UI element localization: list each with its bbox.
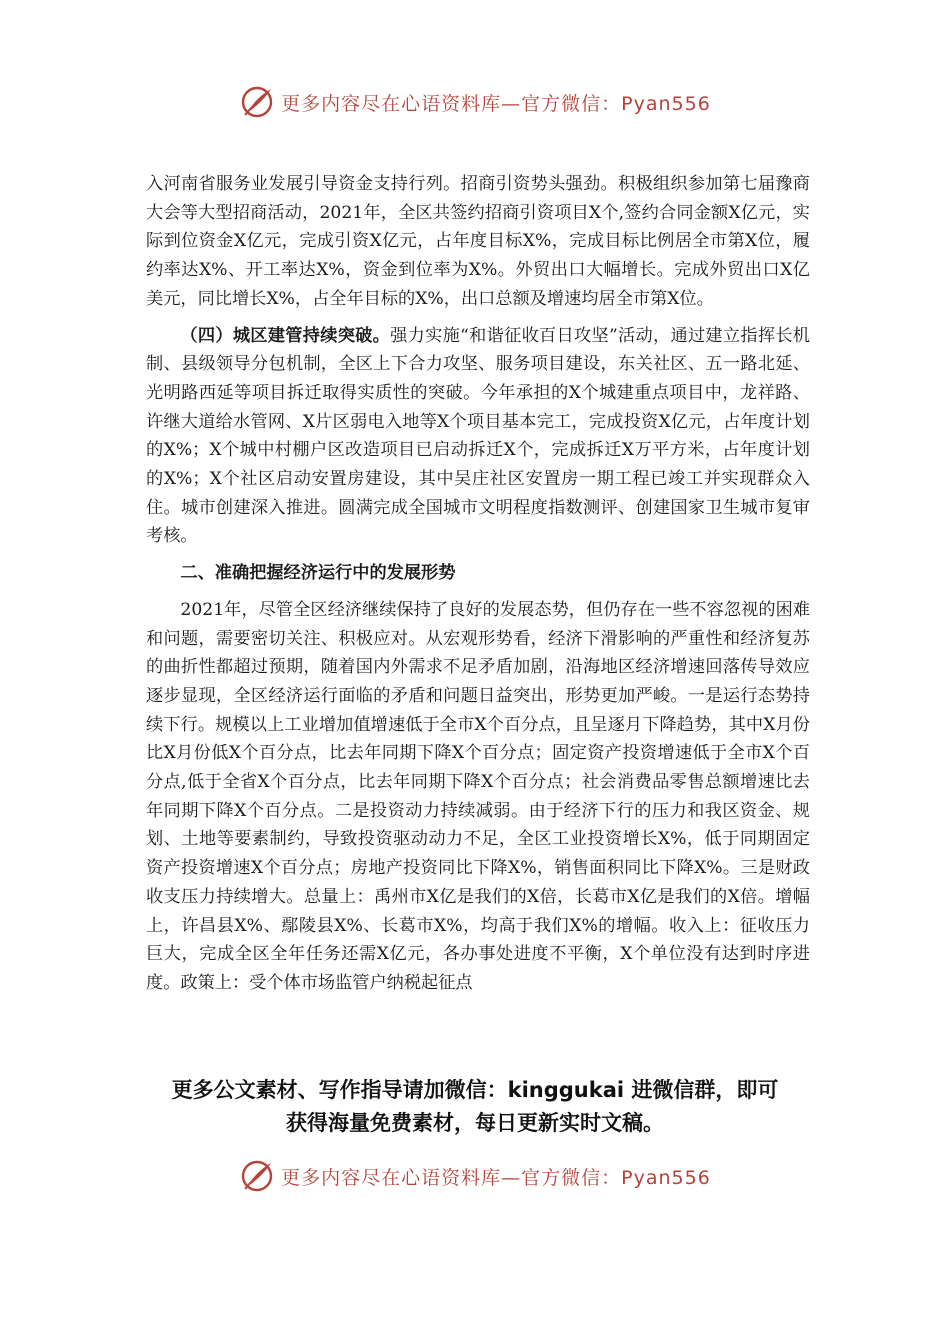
header-banner: [0, 84, 950, 120]
quill-logo-icon: [239, 1158, 275, 1194]
promo-line-1: 更多公文素材、写作指导请加微信：kinggukai 进微信群，即可: [171, 1078, 779, 1102]
header-banner-text: 更多内容尽在心语资料库—官方微信：Pyan556: [281, 92, 711, 115]
quill-logo-icon: [239, 84, 275, 120]
promo-notice: [130, 1074, 820, 1140]
header-wechat-id: Pyan556: [621, 92, 711, 115]
footer-banner-text: 更多内容尽在心语资料库—官方微信：Pyan556: [281, 1166, 711, 1189]
paragraph-2-lead: （四）城区建管持续突破。: [180, 325, 391, 346]
footer-wechat-id: Pyan556: [621, 1166, 711, 1189]
paragraph-2: （四）城区建管持续突破。强力实施“和谐征收百日攻坚”活动，通过建立指挥长机制、县级领导分包机制，全区上下合力攻坚、服务项目建设，东关社区、五一路北延、光明路西延等项目拆迁取得实质性的突破。今年承担的X个城建重点项目中，龙祥路、许继大道给水管网、X片区弱电入地等X个项目基本完工，完成投资X亿元，占年度计划的X%；X个城中村棚户区改造项目已启动拆迁X个，完成拆迁X万平方米，占年度计划的X%；X个社区启动安置房建设，其中吴庄社区安置房一期工程已竣工并实现群众入住。城市创建深入推进。圆满完成全国城市文明程度指数测评、创建国家卫生城市复审考核。: [146, 325, 810, 547]
paragraph-1: 入河南省服务业发展引导资金支持行列。招商引资势头强劲。积极组织参加第七届豫商大会等大型招商活动，2021年，全区共签约招商引资项目X个,签约合同金额X亿元，实际到位资金X亿元，完成引资X亿元，占年度目标X%，完成目标比例居全市第X位，履约率达X%、开工率达X%，资金到位率为X%。外贸出口大幅增长。完成外贸出口X亿美元，同比增长X%，占全年目标的X%，出口总额及增速均居全市第X位。: [146, 174, 810, 309]
promo-line-2: 获得海量免费素材，每日更新实时文稿。: [286, 1111, 664, 1135]
footer-banner: [0, 1158, 950, 1194]
document-body: [146, 170, 810, 998]
paragraph-3: 2021年，尽管全区经济继续保持了良好的发展态势，但仍存在一些不容忽视的困难和问题，需要密切关注、积极应对。从宏观形势看，经济下滑影响的严重性和经济复苏的曲折性都超过预期，随着国内外需求不足矛盾加剧，沿海地区经济增速回落传导效应逐步显现，全区经济运行面临的矛盾和问题日益突出，形势更加严峻。一是运行态势持续下行。规模以上工业增加值增速低于全市X个百分点，且呈逐月下降趋势，其中X月份比X月份低X个百分点，比去年同期下降X个百分点；固定资产投资增速低于全市X个百分点,低于全省X个百分点，比去年同期下降X个百分点；社会消费品零售总额增速比去年同期下降X个百分点。二是投资动力持续减弱。由于经济下行的压力和我区资金、规划、土地等要素制约，导致投资驱动动力不足，全区工业投资增长X%，低于同期固定资产投资增速X个百分点；房地产投资同比下降X%，销售面积同比下降X%。三是财政收支压力持续增大。总量上：禹州市X亿是我们的X倍，长葛市X亿是我们的X倍。增幅上，许昌县X%、鄢陵县X%、长葛市X%，均高于我们X%的增幅。收入上：征收压力巨大，完成全区全年任务还需X亿元，各办事处进度不平衡，X个单位没有达到时序进度。政策上：受个体市场监管户纳税起征点: [146, 599, 810, 993]
section-heading: 二、准确把握经济运行中的发展形势: [180, 563, 456, 584]
